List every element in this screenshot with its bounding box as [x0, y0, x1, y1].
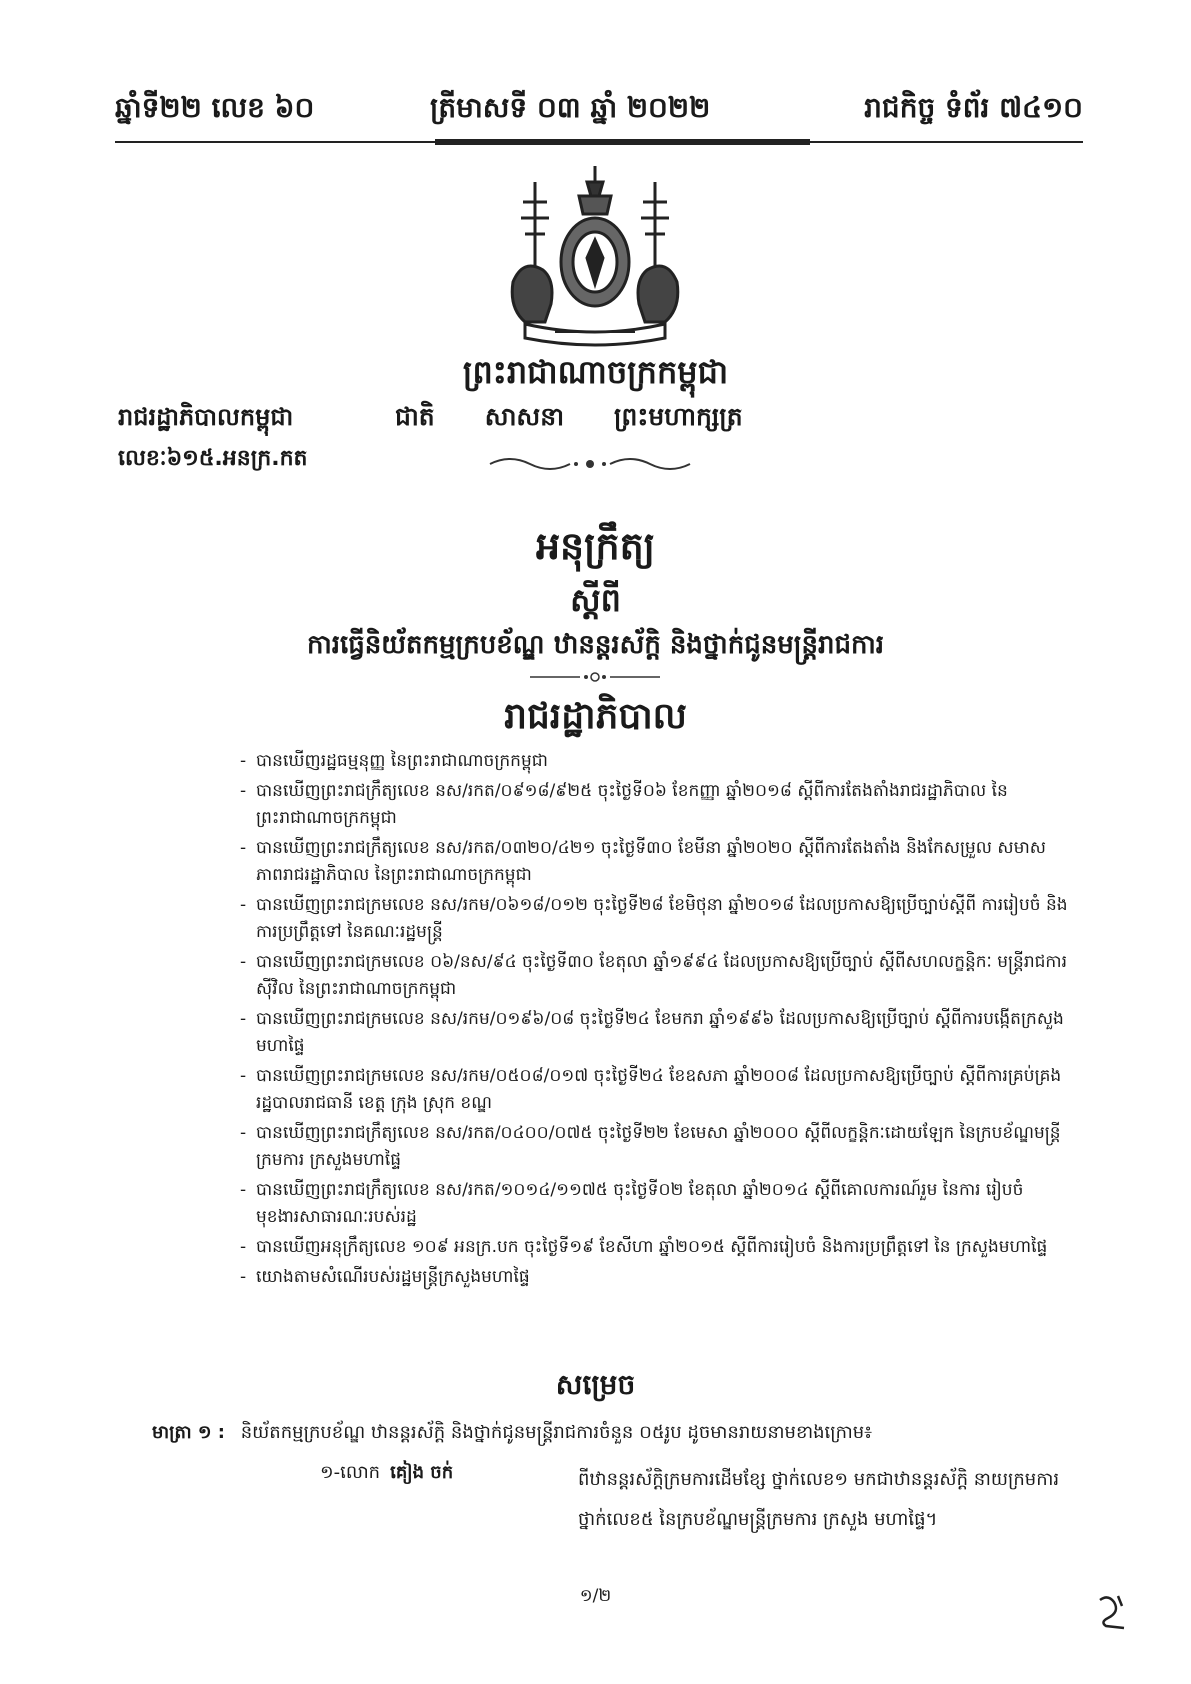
header-quarter-info: ត្រីមាសទី ០៣ ឆ្នាំ ២០២២: [430, 91, 711, 124]
reference-item: - បានឃើញព្រះរាជក្រមលេខ នស/រកម/០១៩៦/០៨ ចុះថ្ងៃទី២៤ ខែមករា ឆ្នាំ១៩៩៦ ដែលប្រកាសឱ្យប្រើច្បាប់ ស្តីពីការបង្កើតក្រសួងមហាផ្ទៃ: [240, 1006, 1070, 1060]
reference-item: - បានឃើញព្រះរាជក្រមលេខ នស/រកម/០៦១៨/០១២ ចុះថ្ងៃទី២៨ ខែមិថុនា ឆ្នាំ២០១៨ ដែលប្រកាសឱ្យប្រើច្បាប់ស្តីពី ការរៀបចំ និងការប្រព្រឹត្តទៅ នៃគណៈរដ្ឋមន្ត្រី: [240, 892, 1070, 946]
legal-references-list: [240, 748, 1070, 1294]
reference-item: - បានឃើញព្រះរាជក្រឹត្យលេខ នស/រកត/០៩១៨/៩២៥ ចុះថ្ងៃទី០៦ ខែកញ្ញា ឆ្នាំ២០១៨ ស្តីពីការតែងតាំងរាជរដ្ឋាភិបាល នៃព្រះរាជាណាចក្រកម្ពុជា: [240, 778, 1070, 832]
document-number: លេខៈ៦១៥.អនក្រ.កត: [118, 446, 308, 471]
header-issue-info: ឆ្នាំទី២២ លេខ ៦០: [115, 91, 315, 124]
motto-nation: ជាតិ: [395, 402, 435, 431]
page-number: ១/២: [579, 1586, 612, 1606]
reference-item: - បានឃើញព្រះរាជក្រឹត្យលេខ នស/រកត/១០១៤/១១៧៥ ចុះថ្ងៃទី០២ ខែតុលា ឆ្នាំ២០១៤ ស្តីពីគោលការណ៍រួម នៃការ រៀបចំមុខងារសាធារណៈរបស់រដ្ឋ: [240, 1177, 1070, 1231]
person-1-name: គៀង ចក់: [390, 1462, 454, 1483]
article-1-label: មាត្រា ១ :: [152, 1422, 225, 1443]
issuing-authority: រាជរដ្ឋាភិបាលកម្ពុជា: [118, 403, 294, 431]
kingdom-title: ព្រះរាជាណាចក្រកម្ពុជា: [462, 353, 729, 391]
person-1-prefix: ១-លោក: [320, 1462, 381, 1483]
reference-item: - បានឃើញរដ្ឋធម្មនុញ្ញ នៃព្រះរាជាណាចក្រកម្ពុជា: [240, 748, 1070, 775]
article-1-text: និយ័តកម្មក្របខ័ណ្ឌ ឋានន្តរស័ក្តិ និងថ្នាក់ជូនមន្ត្រីរាជការចំនួន ០៥រូប ដូចមានរាយនាមខាងក្រោម៖: [240, 1422, 873, 1443]
reference-item: - បានឃើញព្រះរាជក្រឹត្យលេខ នស/រកត/០៣២០/៤២១ ចុះថ្ងៃទី៣០ ខែមីនា ឆ្នាំ២០២០ ស្តីពីការតែងតាំង និងកែសម្រួល សមាសភាពរាជរដ្ឋាភិបាល នៃព្រះរាជាណាចក្រកម្ពុជា: [240, 835, 1070, 889]
reference-item: - បានឃើញព្រះរាជក្រឹត្យលេខ នស/រកត/០៤០០/០៧៥ ចុះថ្ងៃទី២២ ខែមេសា ឆ្នាំ២០០០ ស្តីពីលក្ខន្តិកៈដោយឡែក នៃក្របខ័ណ្ឌមន្ត្រីក្រមការ ក្រសួងមហាផ្ទៃ: [240, 1120, 1070, 1174]
reference-item: - បានឃើញអនុក្រឹត្យលេខ ១០៩ អនក្រ.បក ចុះថ្ងៃទី១៩ ខែសីហា ឆ្នាំ២០១៥ ស្តីពីការរៀបចំ និងការប្រព្រឹត្តទៅ នៃ ក្រសួងមហាផ្ទៃ: [240, 1234, 1070, 1261]
reference-item: - យោងតាមសំណើរបស់រដ្ឋមន្ត្រីក្រសួងមហាផ្ទៃ: [240, 1264, 1070, 1291]
reference-item: - បានឃើញព្រះរាជក្រមលេខ នស/រកម/០៥០៨/០១៧ ចុះថ្ងៃទី២៤ ខែឧសភា ឆ្នាំ២០០៨ ដែលប្រកាសឱ្យប្រើច្បាប់ ស្តីពីការគ្រប់គ្រងរដ្ឋបាលរាជធានី ខេត្ត ក្រុង ស្រុក ខណ្ឌ: [240, 1063, 1070, 1117]
person-1-name-line: [320, 1460, 570, 1487]
document-subject: ការធ្វើនិយ័តកម្មក្របខ័ណ្ឌ ឋានន្តរស័ក្តិ និងថ្នាក់ជូនមន្ត្រីរាជការ: [307, 630, 884, 660]
motto-ornament-icon: [480, 452, 700, 476]
government-heading: រាជរដ្ឋាភិបាល: [504, 696, 687, 737]
handwritten-initials-icon: [1094, 1592, 1130, 1632]
header-rule-bold: [435, 139, 810, 145]
article-1: [152, 1420, 1082, 1447]
header-page-ref: រាជកិច្ច ទំព័រ ៧៤១០: [864, 91, 1083, 124]
royal-coat-of-arms-icon: [495, 162, 695, 352]
subject-ornament-icon: [530, 670, 660, 684]
motto-religion: សាសនា: [484, 402, 565, 431]
reference-item: - បានឃើញព្រះរាជក្រមលេខ ០៦/នស/៩៤ ចុះថ្ងៃទី៣០ ខែតុលា ឆ្នាំ១៩៩៤ ដែលប្រកាសឱ្យប្រើច្បាប់ ស្តីពីសហលក្ខន្តិកៈ មន្ត្រីរាជការស៊ីវិល នៃព្រះរាជាណាចក្រកម្ពុជា: [240, 949, 1070, 1003]
motto-king: ព្រះមហាក្សត្រ: [614, 402, 743, 431]
about-label: ស្តីពី: [570, 581, 621, 619]
decision-heading: សម្រេច: [555, 1368, 636, 1401]
person-1-description: ពីឋានន្តរស័ក្តិក្រមការដើមខ្សែ ថ្នាក់លេខ១ មកជាឋានន្តរស័ក្តិ នាយក្រមការ ថ្នាក់លេខ៥ នៃក្របខ័ណ្ឌមន្ត្រីក្រមការ ក្រសួង មហាផ្ទៃ។: [578, 1469, 1060, 1530]
national-motto: [395, 402, 793, 438]
document-type-title: អនុក្រឹត្យ: [535, 524, 656, 568]
